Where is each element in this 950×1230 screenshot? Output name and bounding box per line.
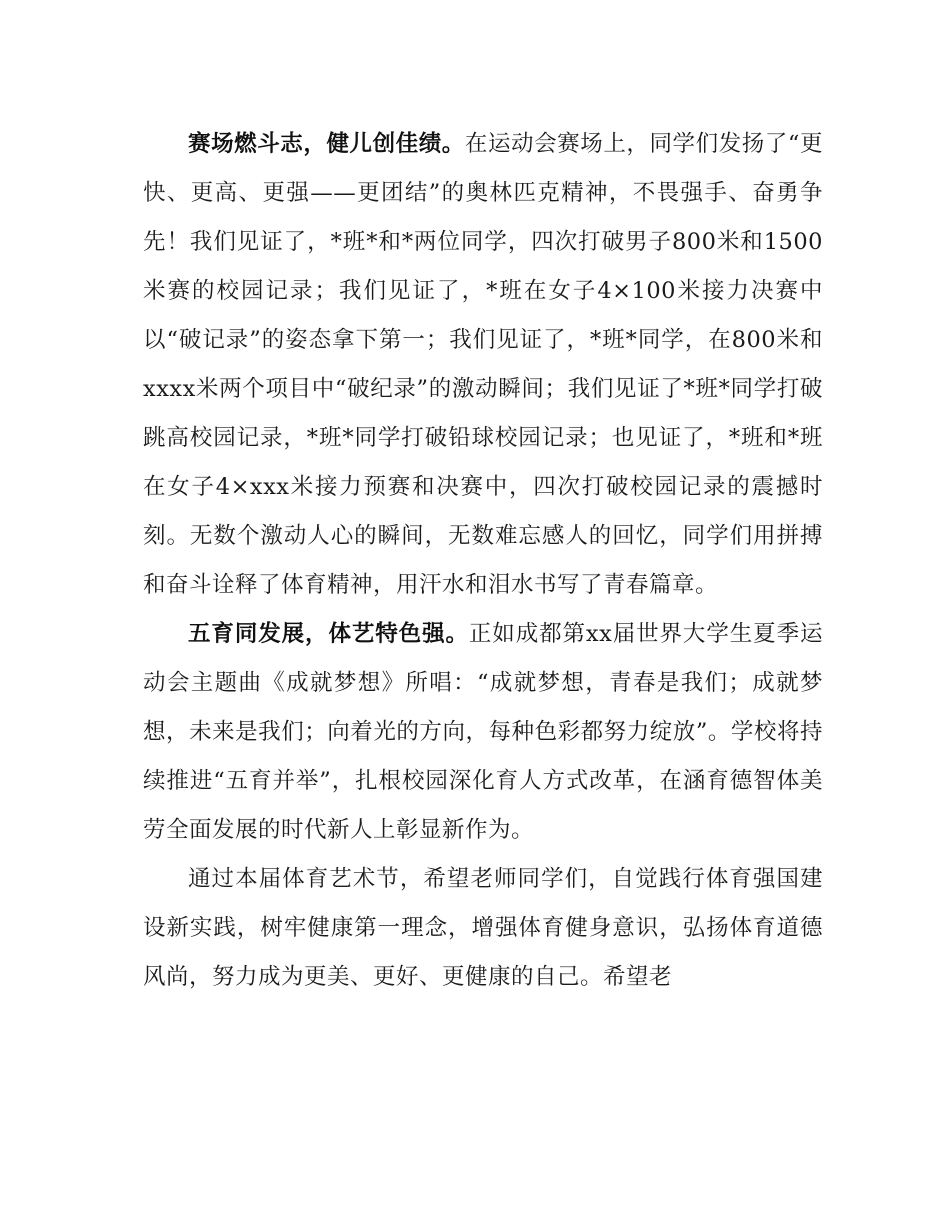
paragraph-five-education bbox=[143, 610, 823, 855]
paragraph-sports-records bbox=[143, 120, 823, 610]
document-body bbox=[143, 120, 823, 1002]
paragraph-text: 正如成都第xx届世界大学生夏季运动会主题曲《成就梦想》所唱：“成就梦想，青春是我们；成就梦想，未来是我们；向着光的方向，每种色彩都努力绽放”。学校将持续推进“五育并举”，扎根校园深化育人方式改革，在涵育德智体美劳全面发展的时代新人上彰显新作为。 bbox=[143, 621, 823, 843]
paragraph-text: 在运动会赛场上，同学们发扬了“更快、更高、更强——更团结”的奥林匹克精神，不畏强手、奋勇争先！我们见证了，*班*和*两位同学，四次打破男子800米和1500米赛的校园记录；我们见证了，*班在女子4×100米接力决赛中以“破记录”的姿态拿下第一；我们见证了，*班*同学，在800米和xxxx米两个项目中“破纪录”的激动瞬间；我们见证了*班*同学打破跳高校园记录，*班*同学打破铅球校园记录；也见证了，*班和*班在女子4×xxx米接力预赛和决赛中，四次打破校园记录的震撼时刻。无数个激动人心的瞬间，无数难忘感人的回忆，同学们用拼搏和奋斗诠释了体育精神，用汗水和泪水书写了青春篇章。 bbox=[143, 131, 823, 598]
paragraph-closing-hope bbox=[143, 855, 823, 1002]
paragraph-text: 通过本届体育艺术节，希望老师同学们，自觉践行体育强国建设新实践，树牢健康第一理念，增强体育健身意识，弘扬体育道德风尚，努力成为更美、更好、更健康的自己。希望老 bbox=[143, 866, 823, 990]
paragraph-heading: 五育同发展，体艺特色强。 bbox=[188, 621, 469, 647]
paragraph-heading: 赛场燃斗志，健儿创佳绩。 bbox=[188, 131, 465, 157]
